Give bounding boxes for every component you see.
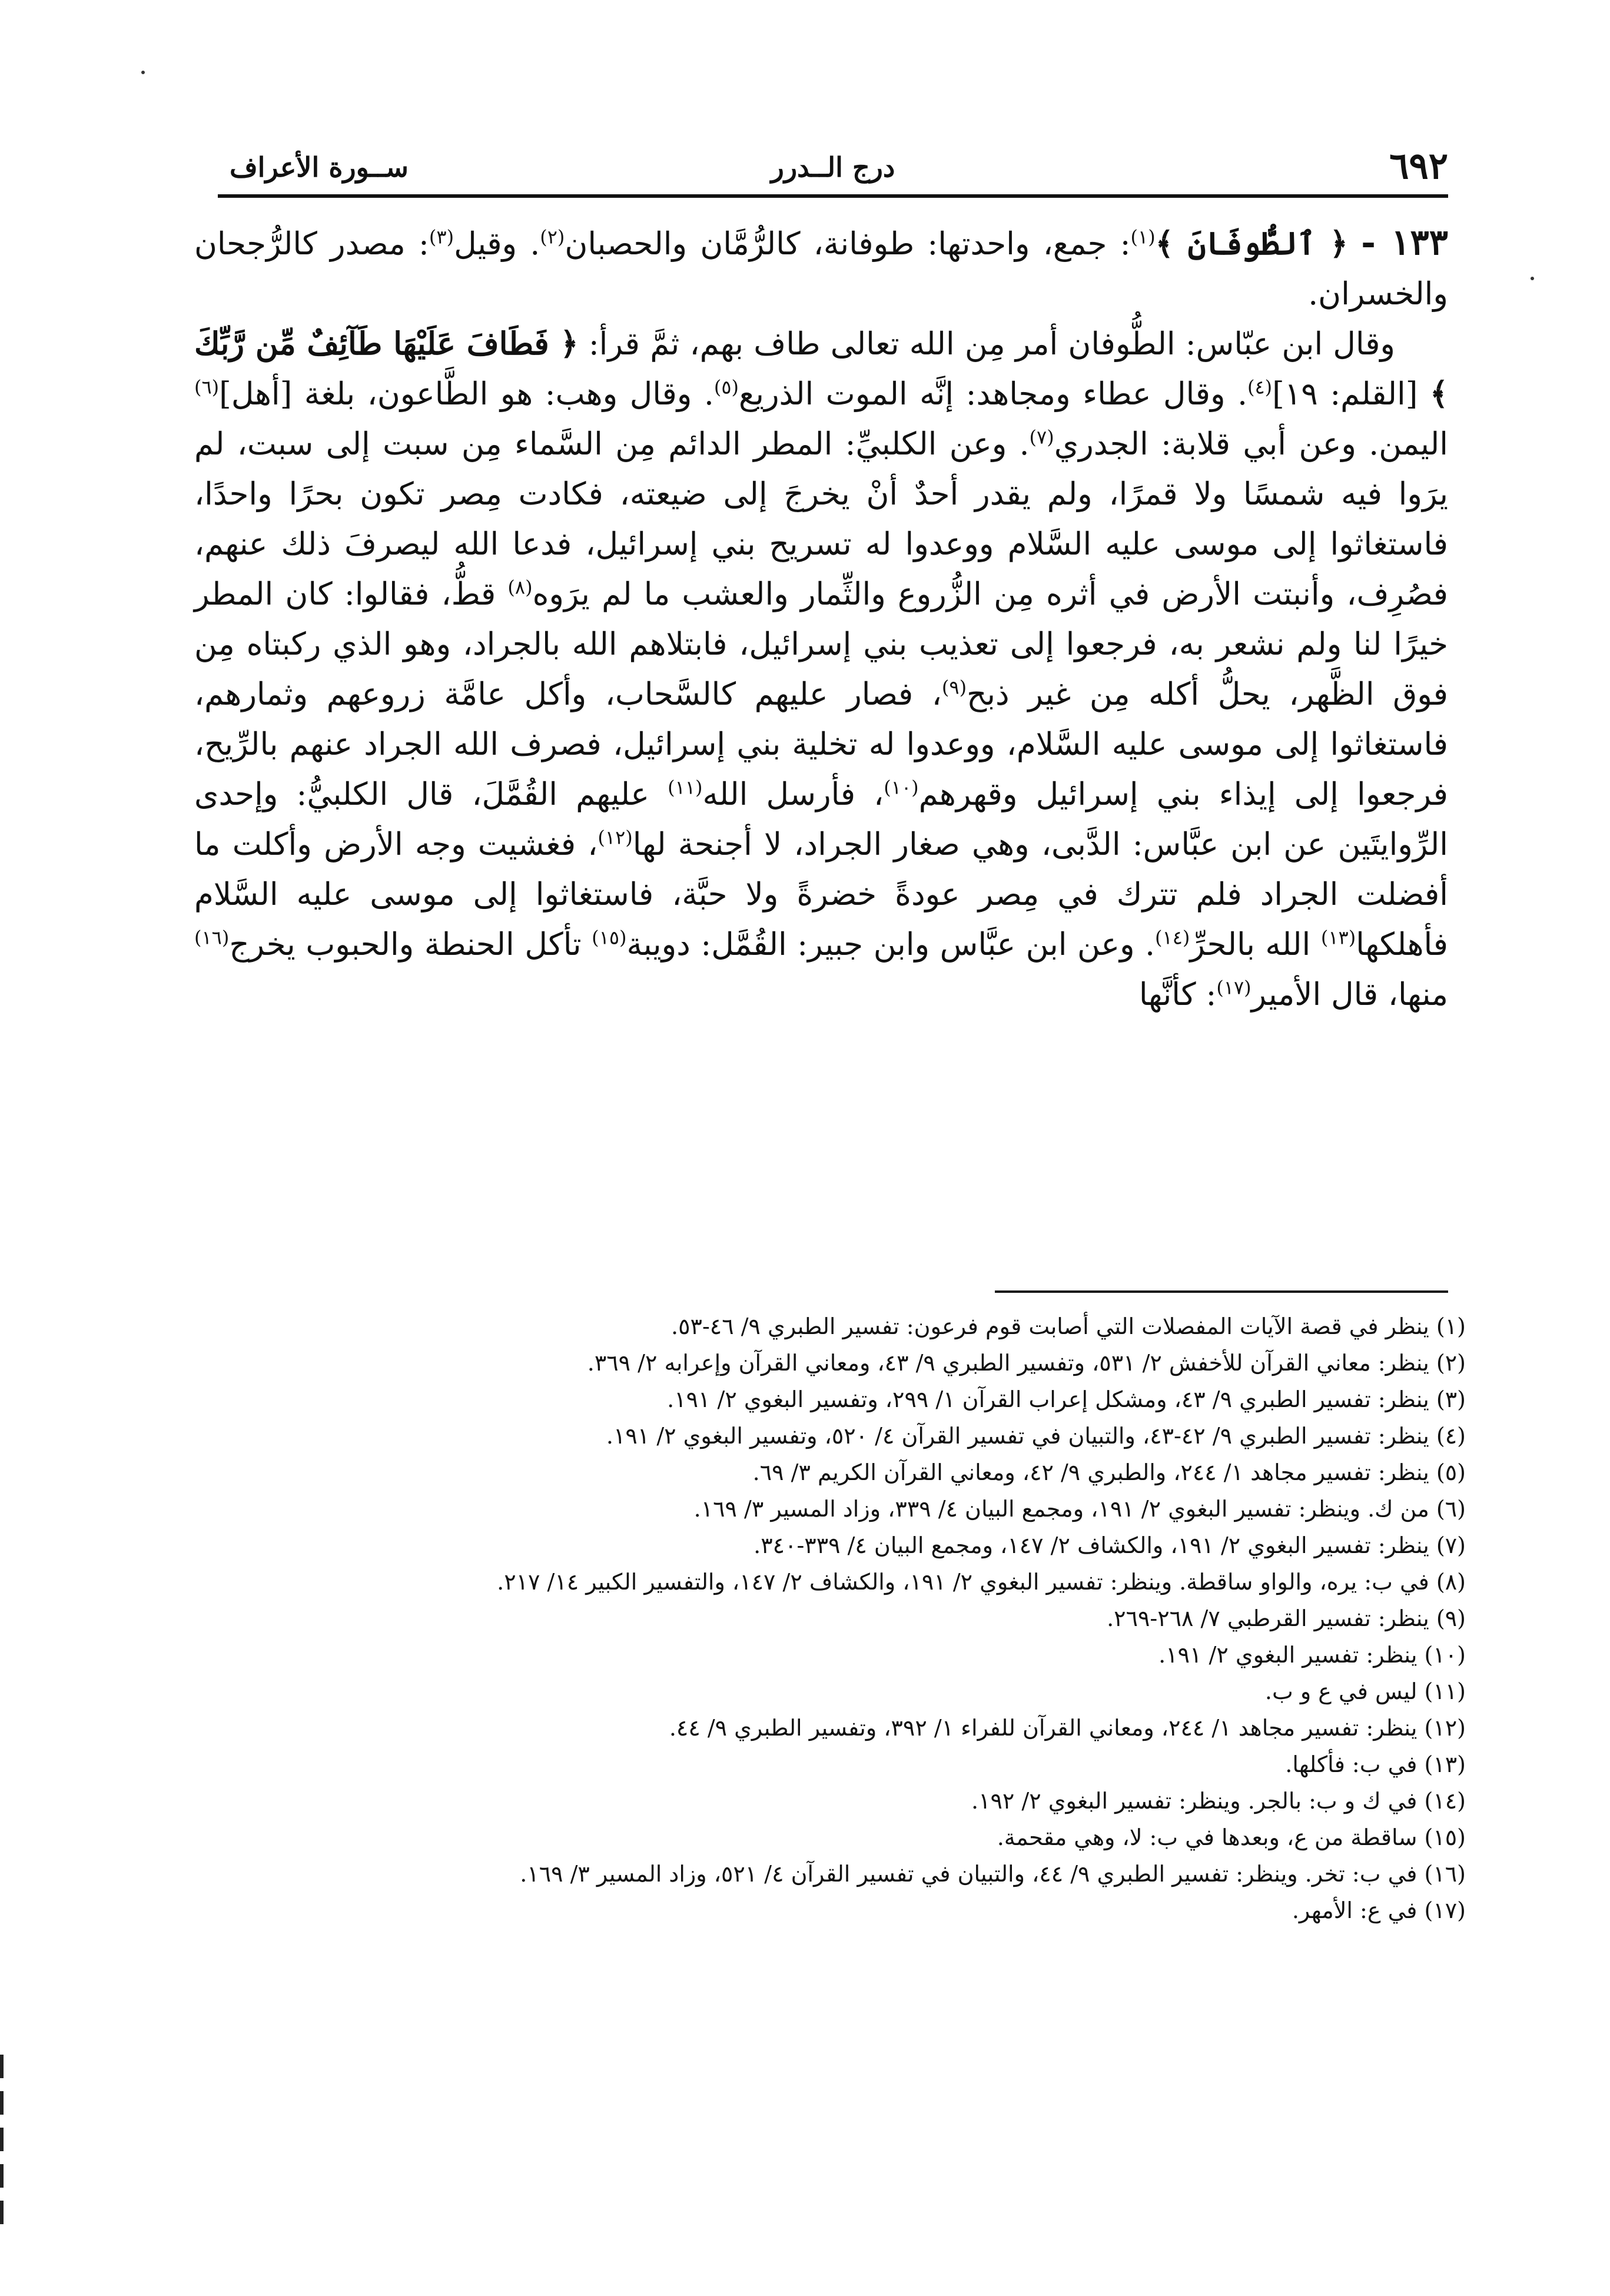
surah-title: ســورة الأعراف [230,151,409,183]
footnote-ref: ١٦ [201,926,222,949]
footnote-ref: ٩ [949,676,960,699]
footnote-item: (١٣) في ب: فأكلها. [1285,1751,1466,1777]
verse-number: ١٣٣ - [1361,222,1448,263]
footnotes-list [194,1308,1466,1929]
text-run: ، فصار عليهم كالسَّحاب، وأكل عامَّة زروعهم وثمارهم، فاستغاثوا إلى موسى عليه السَّلام، ووعدوا له تخلية بني إسرائيل، فصرف الله الجراد عنهم بالرِّيح، فرجعوا إلى إيذاء بني إسرائيل وقهرهم [194,676,1448,812]
footnote-item: (١١) ليس في ع و ب. [1264,1678,1466,1704]
footnote-item: (١٠) ينظر: تفسير البغوي ٢/ ١٩١. [1158,1642,1466,1668]
scan-speck [141,71,145,74]
footnote-ref: ٢ [547,225,557,248]
text-run: منها، قال الأمير [1251,977,1448,1013]
footnote-item: (٨) في ب: يره، والواو ساقطة. وينظر: تفسير البغوي ٢/ ١٩١، والكشاف ٢/ ١٤٧، والتفسير الكبير ١٤/ ٢١٧. [497,1569,1466,1595]
quran-quote: ﴿ فَطَافَ عَلَيْهَا طَآئِفٌ مِّن رَّبِّكَ ﴾ [194,326,1449,412]
quran-word: ﴿ ٱلطُّوفَانَ ﴾ [1155,225,1348,262]
footnote-ref: ١٤ [1162,926,1183,949]
scan-speck [1531,277,1534,280]
paragraph-2: وقال ابن عبّاس: الطُّوفان أمر مِن الله تعالى طاف بهم، ثمَّ قرأ: ﴿ فَطَافَ عَلَيْهَا طَآئِفٌ مِّن رَّبِّكَ ﴾ [القلم: ١٩]$^{(٤)}$. وقال عطاء ومجاهد: إنَّه الموت الذريع$^{(٥)}$. وقال وهب: هو الطَّاعون، بلغة [أهل]$^{(٦)}$ اليمن. وعن أبي قلابة: الجدري$^{(٧)}$. وعن الكلبيِّ: المطر الدائم مِن السَّماء مِن سبت إلى سبت، لم يرَوا فيه شمسًا ولا قمرًا، ولم يقدر أحدٌ أنْ يخرجَ إلى ضيعته، فكادت مِصر تكون بحرًا واحدًا، فاستغاثوا إلى موسى عليه السَّلام ووعدوا له تسريح بني إسرائيل، فدعا الله ليصرفَ ذلك عنهم، فصُرِف، وأنبتت الأرض في أثره مِن الزُّروع والثِّمار والعشب ما لم يرَوه$^{(٨)}$ قطُّ، فقالوا: كان المطر خيرًا لنا ولم نشعر به، فرجعوا إلى تعذيب بني إسرائيل، فابتلاهم الله بالجراد، وهو الذي ركبتاه مِن فوق الظَّهر، يحلُّ أكله مِن غير ذبح$^{(٩)}$، فصار عليهم كالسَّحاب، وأكل عامَّة زروعهم وثمارهم، فاستغاثوا إلى موسى عليه السَّلام، ووعدوا له تخلية بني إسرائيل، فصرف الله الجراد عنهم بالرِّيح، فرجعوا إلى إيذاء بني إسرائيل وقهرهم$^{(١٠)}$، فأرسل الله$^{(١١)}$ عليهم القُمَّلَ، قال الكلبيُّ: وإحدى الرِّوايتَين عن ابن عبَّاس: الدَّبى، وهي صغار الجراد، لا أجنحة لها$^{(١٢)}$، فغشيت وجه الأرض وأكلت ما أفضلت الجراد فلم تترك في مِصر عودةً خضرةً ولا حبَّة، فاستغاثوا إلى موسى عليه السَّلام فأهلكها$^{(١٣)}$ الله بالحرِّ$^{(١٤)}$. وعن ابن عبَّاس وابن جبير: القُمَّل: دويبة$^{(١٥)}$ تأكل الحنطة والحبوب يخرج$^{(١٦)}$ منها، قال الأمير$^{(١٧)}$: كأنَّها [194,326,1449,1013]
footnote-item: (٣) ينظر: تفسير الطبري ٩/ ٤٣، ومشكل إعراب القرآن ١/ ٢٩٩، وتفسير البغوي ٢/ ١٩١. [667,1386,1466,1412]
text-run: : جمع، واحدتها: طوفانة، كالرُّمَّان والحصبان [565,226,1131,262]
footnote-item: (٥) ينظر: تفسير مجاهد ١/ ٢٤٤، والطبري ٩/ ٤٢، ومعاني القرآن الكريم ٣/ ٦٩. [752,1459,1466,1485]
text-run: . وقال عطاء ومجاهد: إنَّه الموت الذريع [738,376,1247,412]
footnote-ref: ١٠ [891,776,912,799]
footnote-item: (١٧) في ع: الأمهر. [1292,1897,1466,1923]
footnote-ref: ١٥ [599,926,620,949]
footnote-item: (١٥) ساقطة من ع، وبعدها في ب: لا، وهي مقحمة. [997,1824,1466,1850]
footnote-ref: ٥ [721,376,732,399]
text-run: ، فأرسل الله [702,777,884,812]
footnote-ref: ١١ [675,776,695,799]
footnote-ref: ٤ [1254,376,1265,399]
text-run: الله بالحرِّ [1190,927,1321,963]
paragraph-1: ١٣٣ - ﴿ ٱلطُّوفَانَ ﴾$^{(١)}$: جمع، واحدتها: طوفانة، كالرُّمَّان والحصبان$^{(٢)}$. وقيل$^{(٣)}$: مصدر كالرُّجحان والخسران. [194,222,1448,312]
text-run: : مصدر كالرُّجحان والخسران. [194,226,1448,312]
main-text [194,218,1448,1020]
footnote-item: (١٦) في ب: تخر. وينظر: تفسير الطبري ٩/ ٤٤، والتبيان في تفسير القرآن ٤/ ٥٢١، وزاد المسير ٣/ ١٦٩. [520,1861,1466,1887]
text-run: ، فغشيت وجه الأرض وأكلت ما أفضلت الجراد فلم تترك في مِصر عودةً خضرةً ولا حبَّة، فاستغاثوا إلى موسى عليه السَّلام فأهلكها [194,827,1448,963]
text-run: [القلم: ١٩] [1272,376,1430,412]
footnote-ref: ٣ [436,225,447,248]
text-run: : كأنَّها [1138,977,1217,1013]
footnote-ref: ٧ [1037,426,1047,449]
footnote-ref: ٦ [201,376,212,399]
text-run: اليمن. وعن أبي قلابة: الجدري [1054,426,1448,462]
footnote-item: (٢) ينظر: معاني القرآن للأخفش ٢/ ٥٣١، وتفسير الطبري ٩/ ٤٣، ومعاني القرآن وإعرابه ٢/ ٣٦٩. [587,1350,1466,1376]
footnote-ref: ٨ [514,576,526,599]
footnote-item: (١٤) في ك و ب: بالجر. وينظر: تفسير البغوي ٢/ ١٩٢. [971,1788,1466,1814]
header-divider [218,194,1448,198]
footnote-divider [995,1290,1448,1293]
text-run: وقال ابن عبّاس: الطُّوفان أمر مِن الله تعالى طاف بهم، ثمَّ قرأ: [578,326,1395,362]
text-run: . وعن ابن عبَّاس وابن جبير: القُمَّل: دويبة [626,927,1156,963]
scan-edge-marks [0,2055,6,2261]
footnote-item: (١) ينظر في قصة الآيات المفصلات التي أصابت قوم فرعون: تفسير الطبري ٩/ ٤٦-٥٣. [671,1313,1466,1339]
footnote-ref: ١٣ [1328,926,1349,949]
text-run: . وعن الكلبيِّ: المطر الدائم مِن السَّماء مِن سبت إلى سبت، لم يرَوا فيه شمسًا ولا قمرًا، ولم يقدر أحدٌ أنْ يخرجَ إلى ضيعته، فكادت مِصر تكون بحرًا واحدًا، فاستغاثوا إلى موسى عليه السَّلام ووعدوا له تسريح بني إسرائيل، فدعا الله ليصرفَ ذلك عنهم، فصُرِف، وأنبتت الأرض في أثره مِن الزُّروع والثِّمار والعشب ما لم يرَوه [194,426,1448,612]
footnote-ref: ١٢ [605,826,626,849]
footnote-item: (٧) ينظر: تفسير البغوي ٢/ ١٩١، والكشاف ٢/ ١٤٧، ومجمع البيان ٤/ ٣٣٩-٣٤٠. [753,1532,1466,1558]
page-header [218,144,1448,191]
book-title: درج الــدرر [771,151,895,183]
footnote-item: (١٢) ينظر: تفسير مجاهد ١/ ٢٤٤، ومعاني القرآن للفراء ١/ ٣٩٢، وتفسير الطبري ٩/ ٤٤. [669,1715,1466,1741]
footnote-ref: ١٧ [1223,976,1244,999]
page-number: ٦٩٢ [1389,144,1448,187]
footnote-item: (٦) من ك. وينظر: تفسير البغوي ٢/ ١٩١، ومجمع البيان ٤/ ٣٣٩، وزاد المسير ٣/ ١٦٩. [693,1496,1466,1522]
text-run: عليهم القُمَّلَ، قال الكلبيُّ: وإحدى الرِّوايتَين عن ابن عبَّاس: الدَّبى، وهي صغار الجراد، لا أجنحة لها [194,777,1448,862]
footnote-ref: ١ [1138,225,1148,248]
text-run: . وقيل [454,226,540,262]
footnote-item: (٤) ينظر: تفسير الطبري ٩/ ٤٢-٤٣، والتبيان في تفسير القرآن ٤/ ٥٢٠، وتفسير البغوي ٢/ ١٩١. [606,1423,1466,1449]
text-run: . وقال وهب: هو الطَّاعون، بلغة [أهل] [219,376,714,412]
text-run: تأكل الحنطة والحبوب يخرج [229,927,592,963]
text-run: قطُّ، فقالوا: كان المطر خيرًا لنا ولم نشعر به، فرجعوا إلى تعذيب بني إسرائيل، فابتلاهم الله بالجراد، وهو الذي ركبتاه مِن فوق الظَّهر، يحلُّ أكله مِن غير ذبح [194,576,1448,712]
footnote-item: (٩) ينظر: تفسير القرطبي ٧/ ٢٦٨-٢٦٩. [1107,1605,1466,1631]
